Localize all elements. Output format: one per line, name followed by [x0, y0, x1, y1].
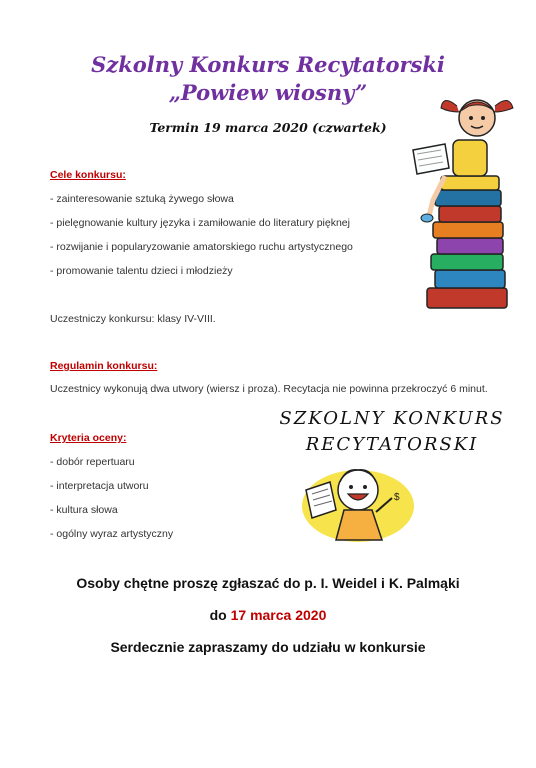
girl-on-books-illustration	[405, 88, 517, 316]
title-line-1: Szkolny Konkurs Recytatorski	[91, 52, 445, 77]
goal-item: - zainteresowanie sztuką żywego słowa	[50, 193, 234, 205]
criteria-heading: Kryteria oceny:	[50, 432, 127, 444]
criteria-item: - kultura słowa	[50, 504, 118, 516]
goal-item: - rozwijanie i popularyzowanie amatorskiego ruchu artystycznego	[50, 241, 353, 253]
footer-line-1: Osoby chętne proszę zgłaszać do p. I. Weidel i K. Palmąki	[76, 575, 460, 591]
graphic-title-line-1: SZKOLNY KONKURS	[279, 408, 505, 429]
footer-line-2-prefix: do	[209, 607, 231, 623]
footer-line-3: Serdecznie zapraszamy do udziału w konkursie	[110, 639, 426, 655]
graphic-title-line-2: RECYTATORSKI	[305, 434, 479, 455]
deadline-date: 17 marca 2020	[230, 607, 327, 623]
reciting-child-illustration	[296, 460, 416, 544]
participants-text: Uczestniczy konkursu: klasy IV-VIII.	[50, 313, 216, 325]
criteria-item: - ogólny wyraz artystyczny	[50, 528, 174, 540]
criteria-item: - interpretacja utworu	[50, 480, 149, 492]
goal-item: - promowanie talentu dzieci i młodzieży	[50, 265, 233, 277]
rules-text: Uczestnicy wykonują dwa utwory (wiersz i proza). Recytacja nie powinna przekroczyć 6 minut.	[50, 383, 488, 395]
criteria-item: - dobór repertuaru	[50, 456, 135, 468]
rules-heading: Regulamin konkursu:	[50, 360, 158, 372]
footer-line-2	[0, 607, 536, 623]
goal-item: - pielęgnowanie kultury języka i zamiłowanie do literatury pięknej	[50, 217, 350, 229]
title-line-2: „Powiew wiosny”	[168, 80, 368, 105]
goals-heading: Cele konkursu:	[50, 169, 126, 181]
date-line: Termin 19 marca 2020 (czwartek)	[149, 120, 387, 135]
svg-text:$: $	[394, 492, 400, 503]
